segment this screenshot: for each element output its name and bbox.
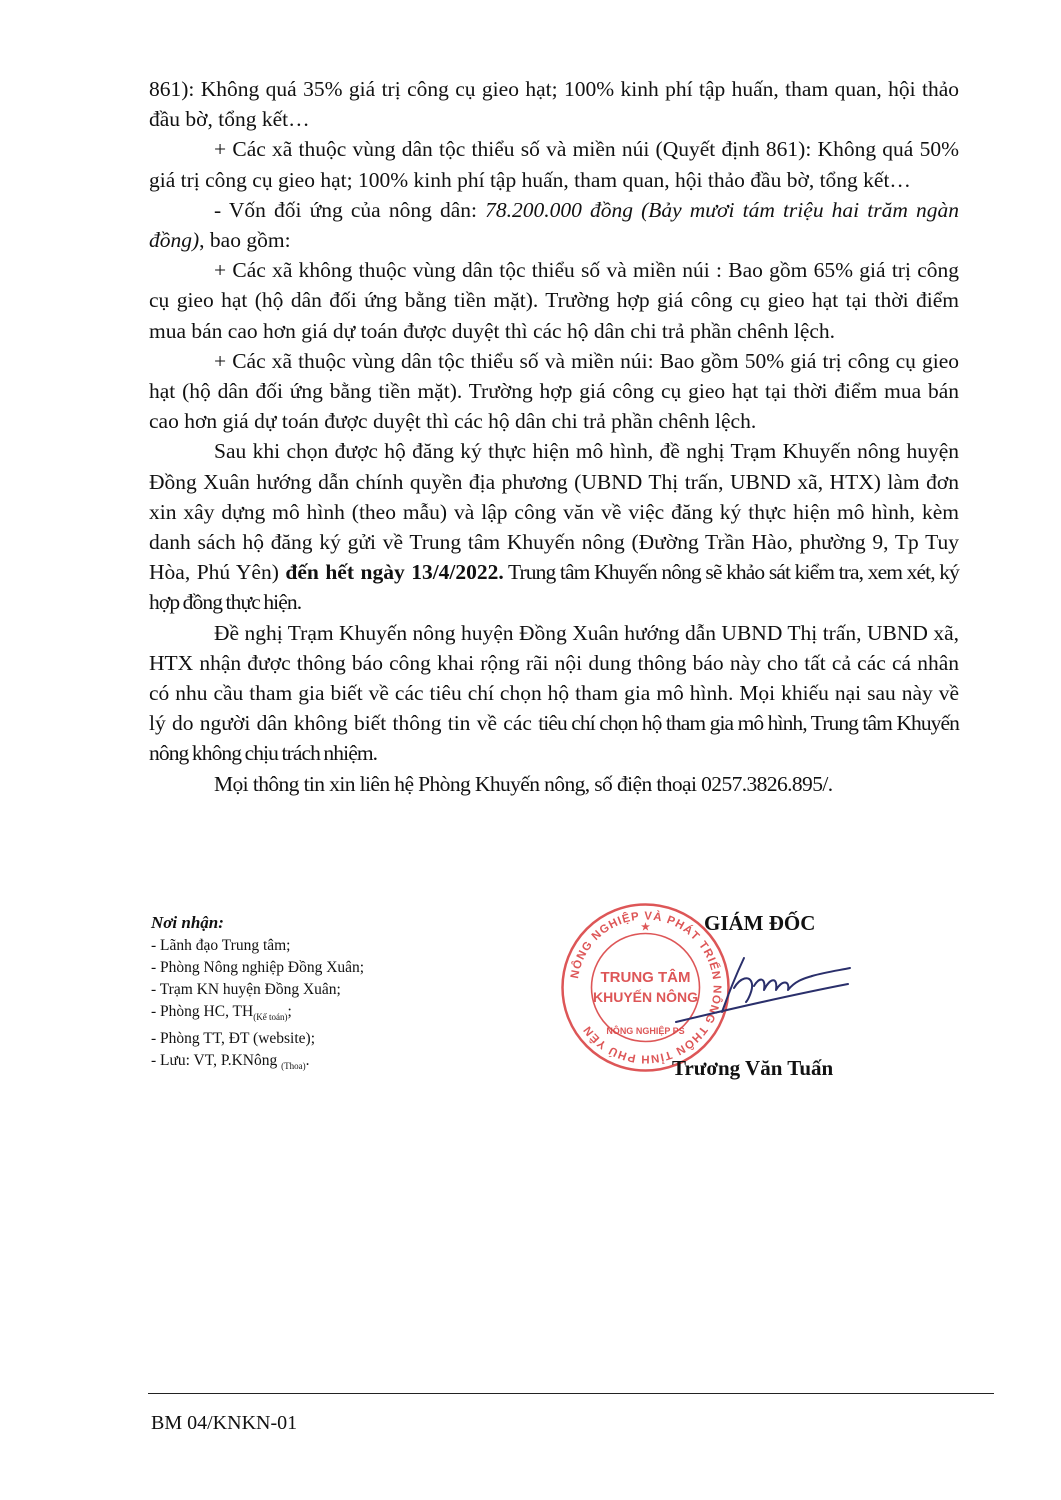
paragraph-contact: Mọi thông tin xin liên hệ Phòng Khuyến nông, số điện thoại 0257.3826.895/. bbox=[214, 771, 833, 796]
farmer-capital-lead: - Vốn đối ứng của nông dân: bbox=[214, 197, 486, 222]
stamp-star-icon: ★ bbox=[641, 922, 650, 933]
paragraph-support-50: + Các xã thuộc vùng dân tộc thiểu số và miền núi (Quyết định 861): Không quá 50% giá trị công cụ gieo hạt; 100% kinh phí tập huấn, tham quan, hội thảo đầu bờ, tổng kết… bbox=[149, 137, 959, 192]
recipient-item-end: ; bbox=[287, 1003, 292, 1020]
registration-tail: Trung tâm Khuyến nông sẽ khảo sát kiểm tra, xem xét, ký hợp đồng thực hiện. bbox=[149, 560, 959, 615]
document-body bbox=[149, 74, 959, 799]
paragraph-announcement bbox=[149, 618, 959, 769]
stamp-bottom-text: NÔNG NGHIỆP PS bbox=[606, 1026, 685, 1036]
registration-deadline: đến hết ngày 13/4/2022. bbox=[285, 560, 504, 585]
recipient-item-text: - Lưu: VT, P.KNông bbox=[151, 1052, 282, 1070]
recipient-item-end: . bbox=[305, 1052, 310, 1070]
handwritten-signature bbox=[636, 940, 866, 1030]
farmer-capital-amount: 78.200.000 đồng (Bảy mươi tám triệu hai trăm ngàn đồng) bbox=[149, 197, 960, 253]
recipient-item-note: (Thoa) bbox=[281, 1061, 306, 1072]
footer-divider bbox=[148, 1393, 994, 1394]
recipient-item-note: (Kế toán) bbox=[253, 1012, 288, 1023]
recipient-item: - Phòng TT, ĐT (website); bbox=[151, 1030, 316, 1048]
paragraph-50-percent: + Các xã thuộc vùng dân tộc thiểu số và miền núi: Bao gồm 50% giá trị công cụ gieo hạt (hộ dân đối ứng bằng tiền mặt). Trường hợp giá công cụ gieo hạt tại thời điểm mua bán cao hơn giá dự toán được duyệt thì các hộ dân chi trả phần chênh lệch. bbox=[149, 348, 959, 434]
recipient-item bbox=[151, 1001, 364, 1028]
signer-title: GIÁM ĐỐC bbox=[704, 911, 816, 935]
stamp-center-line-1: TRUNG TÂM bbox=[600, 969, 691, 986]
recipients-title: Nơi nhận: bbox=[151, 913, 224, 932]
recipient-item: - Phòng Nông nghiệp Đồng Xuân; bbox=[151, 959, 365, 976]
paragraph-registration bbox=[149, 436, 959, 617]
recipients-block bbox=[151, 912, 364, 1077]
stamp-ring-text: NÔNG NGHIỆP VÀ PHÁT TRIỂN NÔNG THÔN TỈNH PHÚ YÊN bbox=[569, 910, 723, 1065]
announcement-tail: tiêu chí chọn hộ tham gia mô hình, Trung tâm Khuyến nông không chịu trách nhiệm. bbox=[149, 711, 960, 766]
recipient-item: - Trạm KN huyện Đồng Xuân; bbox=[151, 981, 341, 998]
paragraph-farmer-capital bbox=[149, 195, 959, 255]
farmer-capital-tail: , bao gồm: bbox=[199, 228, 291, 253]
stamp-center-line-2: KHUYẾN NÔNG bbox=[592, 989, 699, 1005]
announcement-text: Đề nghị Trạm Khuyến nông huyện Đồng Xuân hướng dẫn UBND Thị trấn, UBND xã, HTX nhận được thông báo công khai rộng rãi nội dung thông báo này cho tất cả các cá nhân có nhu cầu tham gia biết về các tiêu chí chọn hộ tham gia mô hình. Mọi khiếu nại sau này về lý do người dân không biết thông tin về các bbox=[149, 620, 959, 736]
recipient-item bbox=[151, 1050, 364, 1077]
recipient-item: - Lãnh đạo Trung tâm; bbox=[151, 937, 291, 954]
signer-name: Trương Văn Tuấn bbox=[672, 1056, 834, 1080]
registration-text: Sau khi chọn được hộ đăng ký thực hiện mô hình, đề nghị Trạm Khuyến nông huyện Đồng Xuân hướng dẫn chính quyền địa phương (UBND Thị trấn, UBND xã, HTX) làm đơn xin xây dựng mô hình (theo mẫu) và lập công văn về việc đăng ký thực hiện mô hình, kèm danh sách hộ đăng ký gửi về Trung tâm Khuyến nông (Đường Trần Hào, phường 9, Tp Tuy Hòa, Phú Yên) bbox=[149, 439, 959, 585]
paragraph-support-35: 861): Không quá 35% giá trị công cụ gieo hạt; 100% kinh phí tập huấn, tham quan, hội thảo đầu bờ, tổng kết… bbox=[149, 77, 959, 132]
form-code: BM 04/KNKN-01 bbox=[151, 1412, 298, 1434]
recipient-item-text: - Phòng HC, TH bbox=[151, 1003, 254, 1020]
paragraph-65-percent: + Các xã không thuộc vùng dân tộc thiểu số và miền núi : Bao gồm 65% giá trị công cụ gieo hạt (hộ dân đối ứng bằng tiền mặt). Trường hợp giá công cụ gieo hạt tại thời điểm mua bán cao hơn giá dự toán được duyệt thì các hộ dân chi trả phần chênh lệch. bbox=[149, 258, 959, 343]
